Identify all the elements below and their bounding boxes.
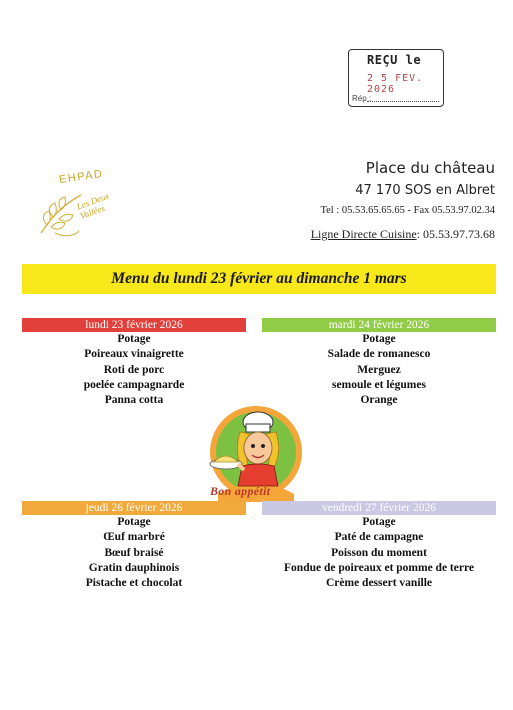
stamp-date: 2 5 FEV. 2026 [367,73,424,95]
menu-item: Gratin dauphinois [88,561,180,574]
ehpad-logo [33,165,133,240]
menu-list-monday [22,332,246,408]
menu-item: Potage [362,333,396,345]
day-header-tuesday: mardi 24 février 2026 [262,318,496,332]
menu-item: Potage [117,516,151,528]
day-block-tuesday [262,318,496,408]
day-header-thursday: jeudi 26 février 2026 [22,501,246,515]
logo-name-text: Les Deux Vallées [75,190,111,221]
logo-ehpad-text: EHPAD [58,167,105,187]
menu-item: Fondue de poireaux et pomme de terre [284,561,474,574]
bon-appetit-caption: Bon appétit [210,484,271,498]
received-stamp [348,49,444,107]
menu-item: Panna cotta [104,394,164,407]
menu-item: Œuf marbré [103,531,165,544]
menu-item: Potage [117,333,151,345]
menu-item: Bœuf braisé [104,546,164,559]
stamp-title: REÇU le [367,53,422,67]
menu-item: Crème dessert vanille [325,577,433,590]
day-block-monday [22,318,246,408]
address-city: 47 170 SOS en Albret [355,183,495,198]
address-place: Place du château [365,159,495,177]
menu-item: Poireaux vinaigrette [84,348,184,361]
menu-item: Poisson du moment [331,546,427,559]
day-header-monday: lundi 23 février 2026 [22,318,246,332]
menu-item: poelée campagnarde [83,378,185,391]
stamp-rep-label: Rép : [352,94,372,103]
kitchen-direct-label: Ligne Directe Cuisine [310,227,417,241]
menu-item: Salade de romanesco [327,348,431,361]
menu-item: semoule et légumes [332,378,426,391]
kitchen-direct-number: : 05.53.97.73.68 [416,227,495,241]
menu-item: Roti de porc [103,363,165,376]
menu-list-friday [262,515,496,591]
address-tel-fax: Tel : 05.53.65.65.65 - Fax 05.53.97.02.34 [320,205,495,216]
menu-title: Menu du lundi 23 février au dimanche 1 mars [111,270,407,287]
menu-list-tuesday [262,332,496,408]
day-block-friday [262,501,496,591]
menu-item: Potage [362,516,396,528]
menu-item: Pistache et chocolat [85,577,183,590]
menu-item: Orange [360,394,398,407]
menu-banner [22,264,496,294]
day-header-friday: vendredi 27 février 2026 [262,501,496,515]
kitchen-direct-line [311,227,495,242]
stamp-dotted-line [367,101,439,102]
menu-item: Merguez [357,363,401,376]
menu-item: Paté de campagne [334,531,424,544]
menu-list-thursday [22,515,246,591]
day-block-thursday [22,501,246,591]
